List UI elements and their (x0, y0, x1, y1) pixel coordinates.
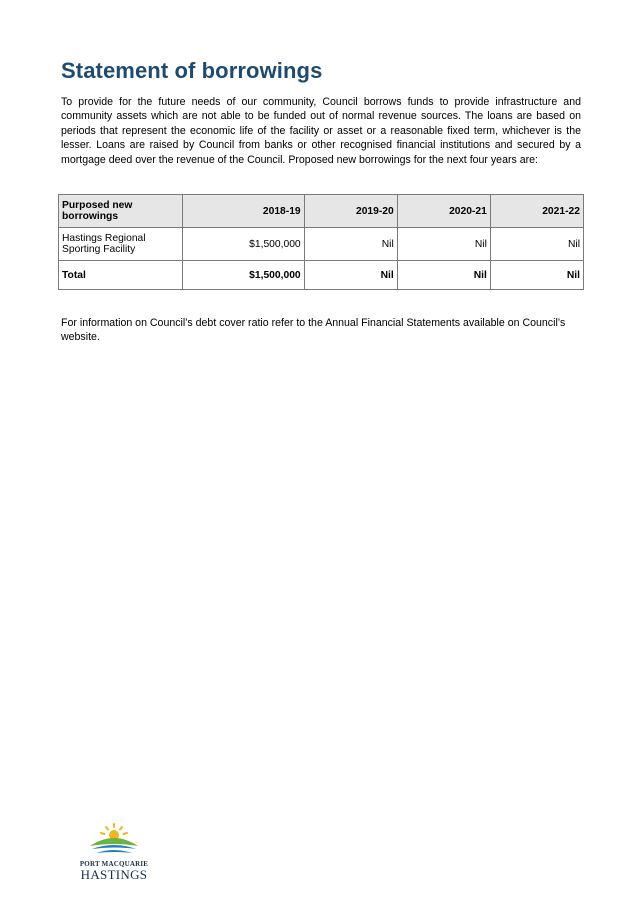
intro-paragraph: To provide for the future needs of our community, Council borrows funds to provide infrastructure and community assets which are not able to be funded out of normal revenue sources. The loans are based on periods that represent the economic life of the facility or asset or a reasonable fixed term, whichever is the lesser. Loans are raised by Council from banks or other recognised financial institutions and secured by a mortgage deed over the revenue of the Council. Proposed new borrowings for the next four years are: (61, 96, 581, 166)
total-2021-22: Nil (490, 261, 583, 290)
logo-text-port-macquarie: PORT MACQUARIE (79, 860, 149, 868)
sun-hills-waves-icon (82, 822, 146, 858)
table-row (59, 228, 584, 261)
header-2018-19: 2018-19 (183, 195, 305, 228)
total-2018-19: $1,500,000 (183, 261, 305, 290)
table-total-row (59, 261, 584, 290)
cell-2021-22: Nil (490, 228, 583, 261)
council-logo (74, 822, 154, 882)
header-purposed-new-borrowings: Purposed new borrowings (59, 195, 183, 228)
header-2021-22: 2021-22 (490, 195, 583, 228)
footnote-paragraph: For information on Council’s debt cover ratio refer to the Annual Financial Statements available on Council’s website. (61, 317, 566, 344)
header-2020-21: 2020-21 (397, 195, 490, 228)
cell-2019-20: Nil (304, 228, 397, 261)
total-2019-20: Nil (304, 261, 397, 290)
borrowings-table (58, 194, 584, 290)
header-2019-20: 2019-20 (304, 195, 397, 228)
row-label: Hastings Regional Sporting Facility (59, 228, 183, 261)
total-2020-21: Nil (397, 261, 490, 290)
cell-2020-21: Nil (397, 228, 490, 261)
page-title: Statement of borrowings (61, 58, 323, 83)
cell-2018-19: $1,500,000 (183, 228, 305, 261)
table-header-row (59, 195, 584, 228)
total-label: Total (59, 261, 183, 290)
logo-text-hastings: HASTINGS (80, 867, 148, 882)
